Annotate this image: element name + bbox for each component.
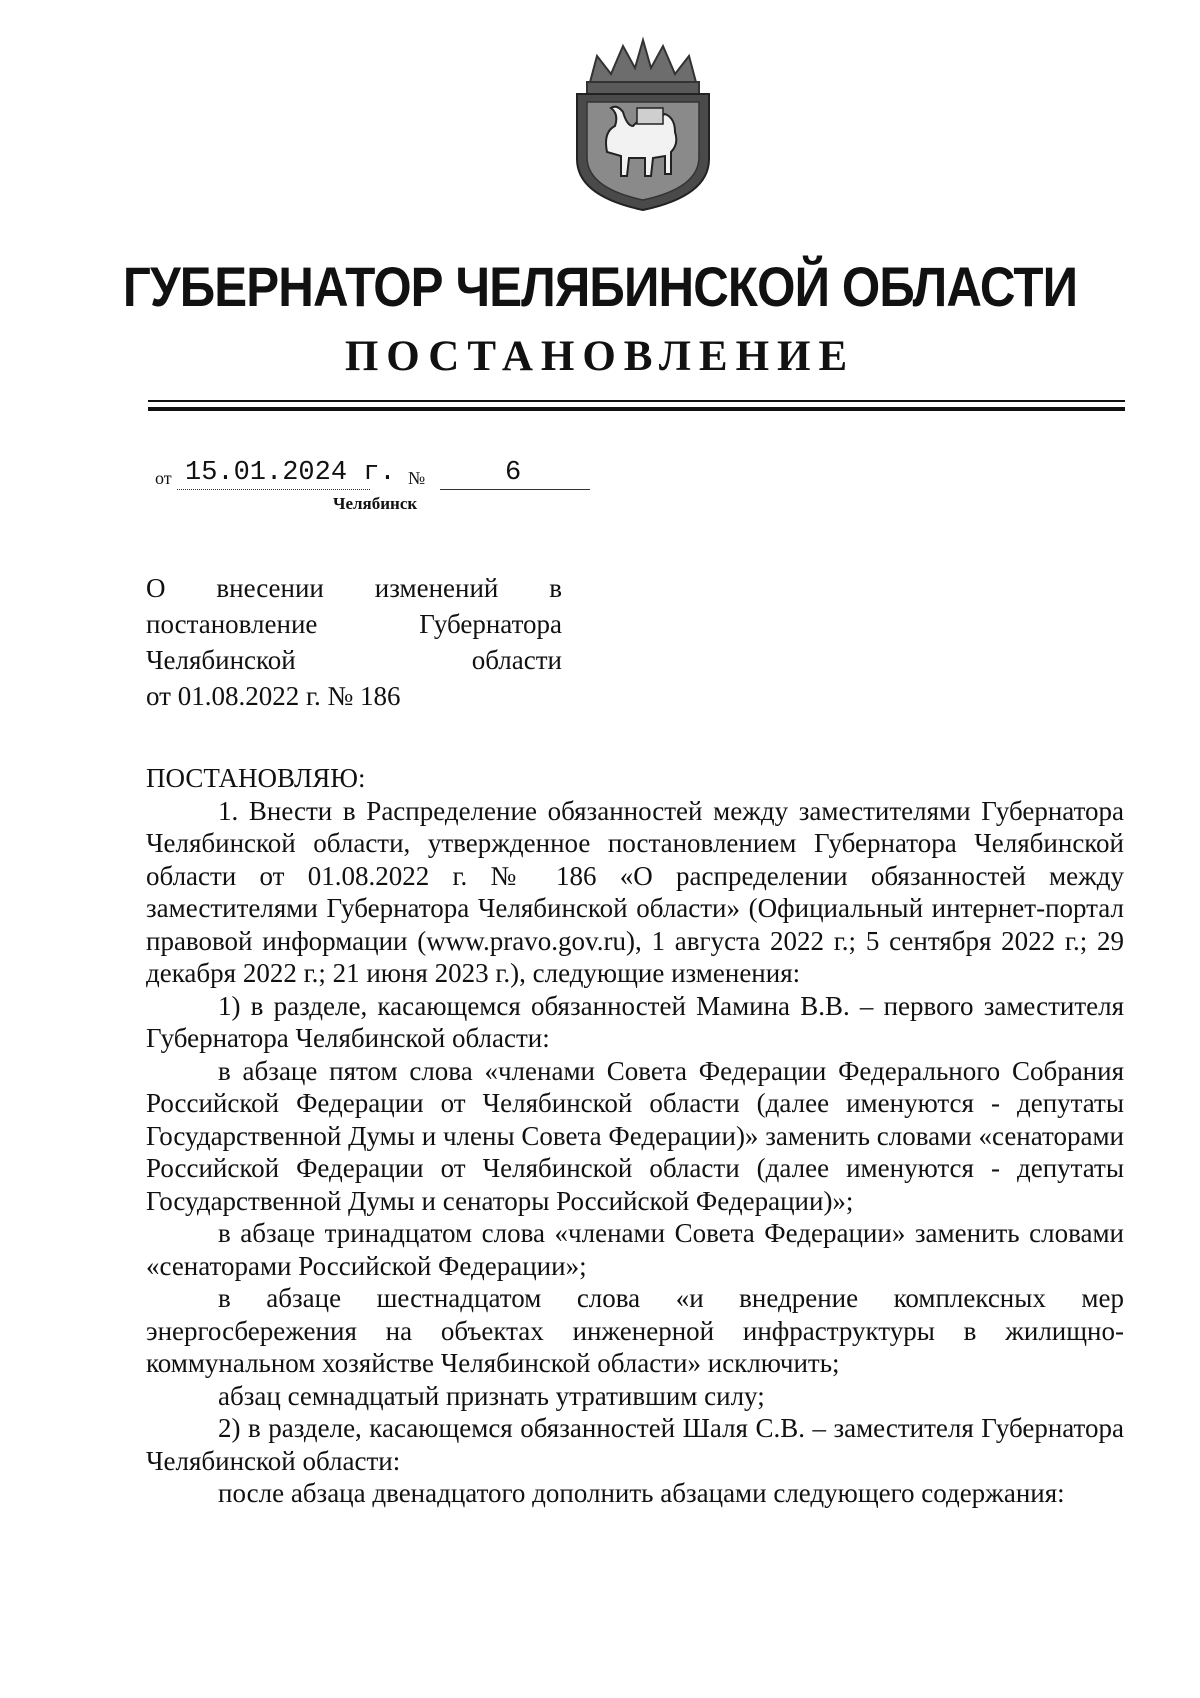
- subject-line: от 01.08.2022 г. № 186: [146, 681, 401, 711]
- body-paragraph: 1. Внести в Распределение обязанностей между заместителями Губернатора Челябинской области, утвержденное постановлением Губернатора Челябинской области от 01.08.2022 г. № 186 «О распределении обязанностей между заместителями Губернатора Челябинской области» (Официальный интернет-портал правовой информации (www.pravo.gov.ru), 1 августа 2022 г.; 5 сентября 2022 г.; 29 декабря 2022 г.; 21 июня 2023 г.), следующие изменения:: [146, 795, 1124, 988]
- header-divider-thick: [148, 407, 1125, 411]
- subject-line: Челябинской области: [146, 645, 562, 675]
- body-paragraph: в абзаце шестнадцатом слова «и внедрение комплексных мер энергосбережения на объектах инженерной инфраструктуры в жилищно-коммунальном хозяйстве Челябинской области» исключить;: [146, 1283, 1124, 1378]
- coat-of-arms-icon: [567, 34, 719, 214]
- subject-line: О внесении изменений в: [146, 573, 562, 603]
- date-prefix: от: [155, 468, 172, 488]
- body-paragraph: 2) в разделе, касающемся обязанностей Шаля С.В. – заместителя Губернатора Челябинской области:: [146, 1413, 1124, 1476]
- document-number: 6: [505, 458, 522, 488]
- body-paragraph: в абзаце тринадцатом слова «членами Совета Федерации» заменить словами «сенаторами Российской Федерации»;: [146, 1218, 1124, 1281]
- subject-line: постановление Губернатора: [146, 609, 562, 639]
- document-subject: [146, 570, 562, 714]
- number-sign: №: [408, 468, 426, 488]
- header-divider-thin: [148, 400, 1125, 402]
- body-paragraph: 1) в разделе, касающемся обязанностей Мамина В.В. – первого заместителя Губернатора Челябинской области:: [146, 990, 1124, 1053]
- document-body: [146, 762, 1124, 1510]
- issuer-title: ГУБЕРНАТОР ЧЕЛЯБИНСКОЙ ОБЛАСТИ: [122, 255, 1078, 318]
- body-paragraph: в абзаце пятом слова «членами Совета Федерации Федерального Собрания Российской Федерации от Челябинской области (далее именуются - депутаты Государственной Думы и члены Совета Федерации)» заменить словами «сенаторами Российской Федерации от Челябинской области (далее именуются - депутаты Государственной Думы и сенаторы Российской Федерации)»;: [146, 1055, 1124, 1216]
- number-underline: [440, 489, 590, 490]
- document-date: 15.01.2024 г.: [185, 458, 396, 488]
- date-underline: [177, 489, 370, 490]
- resolution-heading: ПОСТАНОВЛЯЮ:: [146, 763, 366, 793]
- body-paragraph: абзац семнадцатый признать утратившим силу;: [218, 1380, 765, 1411]
- issue-city: Челябинск: [333, 494, 418, 513]
- document-type: ПОСТАНОВЛЕНИЕ: [344, 333, 856, 380]
- document-meta: [155, 458, 595, 513]
- body-paragraph: после абзаца двенадцатого дополнить абзацами следующего содержания:: [218, 1478, 1065, 1508]
